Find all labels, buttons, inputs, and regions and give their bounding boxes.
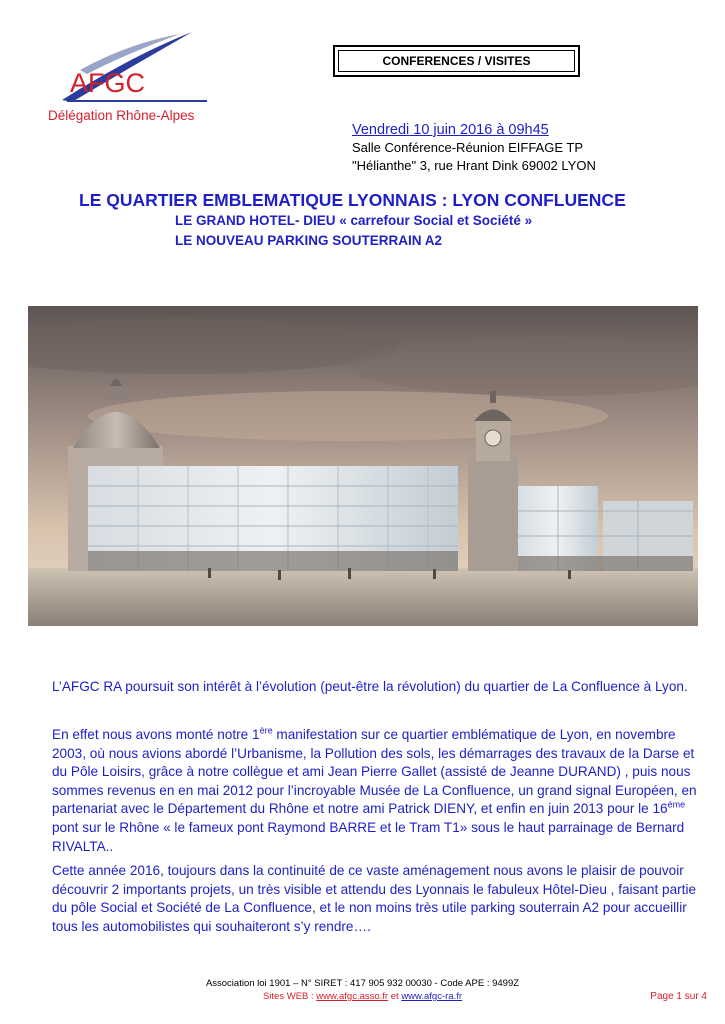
superscript-eme: ème bbox=[667, 799, 686, 810]
logo-subtitle: Délégation Rhône-Alpes bbox=[48, 108, 195, 123]
footer-link-afgc-ra[interactable]: www.afgc-ra.fr bbox=[401, 991, 463, 1002]
subtitle-hotel-dieu bbox=[175, 213, 532, 228]
event-address: "Hélianthe" 3, rue Hrant Dink 69002 LYON bbox=[352, 158, 596, 173]
footer-association-info: Association loi 1901 – N° SIRET : 417 905 932 00030 - Code APE : 9499Z bbox=[205, 978, 520, 989]
paragraph-history-part3: pont sur le Rhône « le fameux pont Raymond BARRE et le Tram T1» sous le haut parrainage de Bernard RIVALTA.. bbox=[52, 819, 685, 854]
paragraph-2016: Cette année 2016, toujours dans la continuité de ce vaste aménagement nous avons le plaisir de pouvoir découvrir 2 importants projets, un très visible et attendu des Lyonnais le fabuleux Hôtel-Dieu , faisant partie du pôle Social et Société de La Confluence, et le non moins très utile parking souterrain A2 pour accueillir tous les automobilistes qui souhaiteront s’y rendre…. bbox=[52, 863, 697, 934]
subtitle-parking: LE NOUVEAU PARKING SOUTERRAIN A2 bbox=[175, 233, 443, 248]
paragraph-history-part2: manifestation sur ce quartier emblématique de Lyon, en novembre 2003, où nous avions abordé l’Urbanisme, la Pollution des sols, les démarrages des travaux de la Darse et du Pôle Loisirs, grâce à notre collègue et ami Jean Pierre Gallet (assisté de Jeanne DURAND) , puis nous sommes revenus en en mai 2012 pour l’incroyable Musée de La Confluence, un grand signal Européen, en partenariat avec le Département du Rhône et notre ami Patrick DIENY, et enfin en juin 2013 pour le 16 bbox=[52, 727, 697, 817]
event-date: Vendredi 10 juin 2016 à 09h45 bbox=[352, 122, 549, 138]
event-venue: Salle Conférence-Réunion EIFFAGE TP bbox=[352, 140, 583, 155]
paragraph-history-part1: En effet nous avons monté notre 1 bbox=[52, 727, 260, 742]
footer-link-afgc[interactable]: www.afgc.asso.fr bbox=[316, 991, 389, 1002]
subtitle-hotel-dieu-name: LE GRAND HOTEL- DIEU bbox=[175, 213, 340, 228]
building-illustration-icon bbox=[28, 306, 698, 626]
afgc-logo bbox=[42, 30, 212, 135]
footer-websites bbox=[0, 991, 725, 1002]
logo-text: AFGC bbox=[70, 68, 146, 98]
hotel-dieu-rendering-image bbox=[28, 306, 698, 626]
paragraph-history bbox=[52, 726, 710, 856]
section-header-label: CONFERENCES / VISITES bbox=[338, 50, 575, 72]
page-number: Page 1 sur 4 bbox=[650, 991, 707, 1002]
footer-websites-mid: et bbox=[388, 991, 402, 1002]
main-title: LE QUARTIER EMBLEMATIQUE LYONNAIS : LYON CONFLUENCE bbox=[79, 190, 626, 210]
footer-websites-prefix: Sites WEB : bbox=[262, 991, 317, 1002]
event-info bbox=[352, 121, 596, 175]
section-header-box bbox=[333, 45, 580, 77]
paragraph-intro: L’AFGC RA poursuit son intérêt à l’évolution (peut-être la révolution) du quartier de La Confluence à Lyon. bbox=[52, 679, 688, 694]
superscript-ere: ère bbox=[259, 725, 273, 736]
subtitle-hotel-dieu-tagline: « carrefour Social et Société » bbox=[339, 213, 533, 228]
